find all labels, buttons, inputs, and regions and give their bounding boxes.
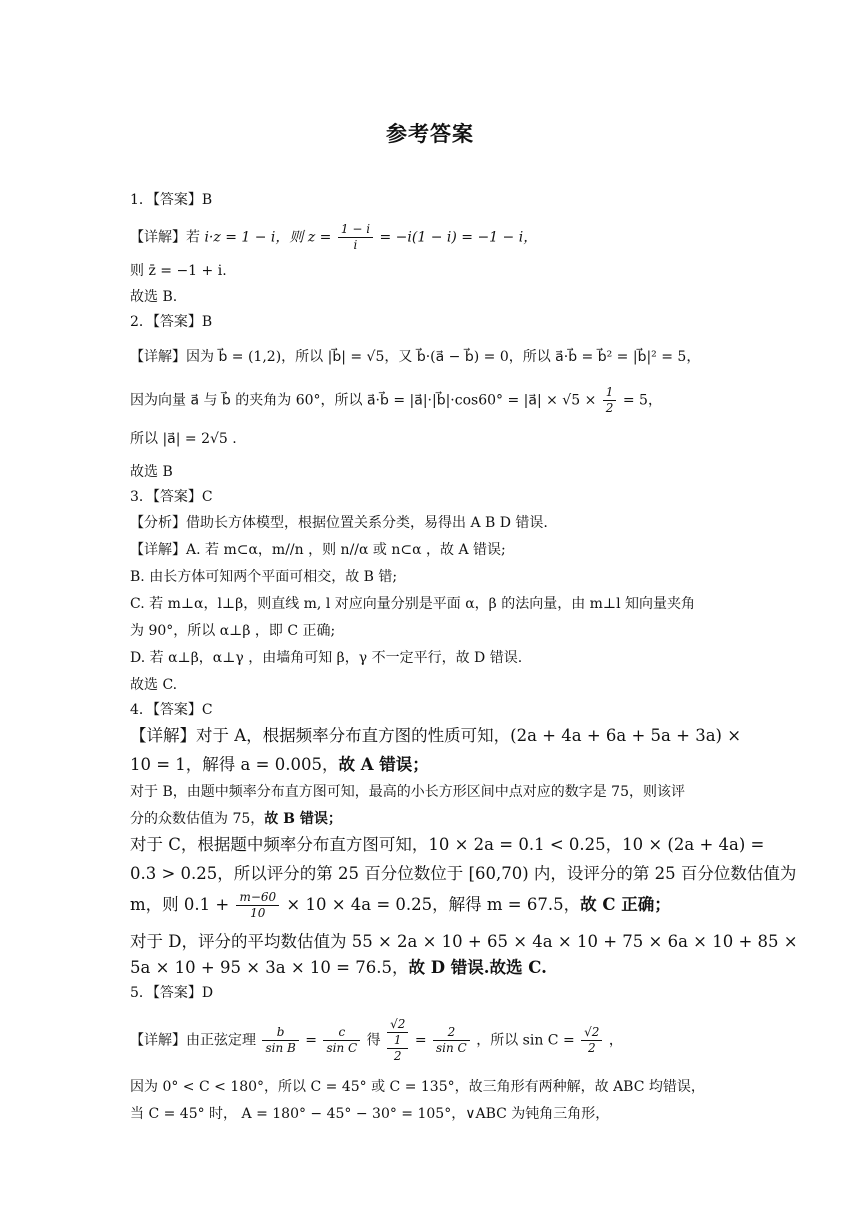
q5-eq1: = (305, 1032, 317, 1049)
q4-line6: 0.3 > 0.25，所以评分的第 25 百分位数位于 [60,70) 内，设评分的第 25 百分位数估值为 (130, 864, 797, 883)
q2-line2 (130, 385, 740, 416)
q4-line7-b: × 10 × 4a = 0.25，解得 m = 67.5， (286, 895, 581, 914)
q4-line1: 【详解】对于 A，根据频率分布直方图的性质可知，(2a + 4a + 6a + 5a + 3a) × (130, 726, 742, 745)
q1-detail-prefix: 【详解】若 (130, 229, 200, 246)
q4-line8: 对于 D，评分的平均数估值为 55 × 2a × 10 + 65 × 4a × 10 + 75 × 6a × 10 + 85 × (130, 932, 798, 951)
q1-detail-math: i·z = 1 − i，则 z = (204, 229, 332, 246)
q3-detail-a: 【详解】A. 若 m⊂α，m//n ，则 n//α 或 n⊂α ，故 A 错误; (130, 542, 506, 558)
q5-line1-c: ， (608, 1032, 623, 1049)
q2-line2-b: = 5， (622, 392, 662, 409)
q5-f3-num: √2 (387, 1017, 408, 1033)
q5-get: 得 (366, 1032, 381, 1049)
q1-choose: 故选 B. (130, 289, 178, 305)
q4-line7-c: 故 C 正确； (580, 895, 671, 914)
q5-frac-compound (387, 1017, 408, 1064)
q5-line1 (130, 1017, 740, 1064)
q3-detail-c1: C. 若 m⊥α，l⊥β，则直线 m, l 对应向量分别是平面 α，β 的法向量，由 m⊥l 知向量夹角 (130, 596, 696, 612)
q5-frac-b-sinb (262, 1025, 298, 1056)
q3-detail-b: B. 由长方体可知两个平面可相交，故 B 错; (130, 569, 398, 585)
q3-choose: 故选 C. (130, 677, 178, 693)
q4-line4-a: 分的众数估值为 75， (130, 811, 265, 827)
q5-f5-num: √2 (581, 1025, 602, 1041)
q3-analysis: 【分析】借助长方体模型，根据位置关系分类，易得出 A B D 错误. (130, 515, 548, 531)
q2-frac-num: 1 (603, 385, 617, 401)
q5-frac-2-sinc (433, 1025, 470, 1056)
q3-answer: 3．【答案】C (130, 489, 213, 505)
page-title: 参考答案 (386, 121, 474, 146)
q4-line2-a: 10 = 1，解得 a = 0.005， (130, 755, 339, 774)
q5-eq2: = (414, 1032, 427, 1049)
q4-line3: 对于 B，由题中频率分布直方图可知，最高的小长方形区间中点对应的数字是 75，则该评 (130, 784, 686, 800)
q5-f2-den: sin C (326, 1041, 358, 1055)
q4-answer: 4．【答案】C (130, 702, 213, 718)
q4-line9 (130, 955, 740, 981)
q4-line5: 对于 C，根据题中频率分布直方图可知，10 × 2a = 0.1 < 0.25，10 × (2a + 4a) = (130, 835, 765, 854)
q2-frac-den: 2 (605, 401, 614, 415)
q5-line3: 当 C = 45° 时， A = 180° − 45° − 30° = 105°，∨ABC 为钝角三角形， (130, 1106, 610, 1122)
q2-choose: 故选 B (130, 464, 173, 480)
q1-detail (130, 222, 740, 253)
q1-frac-den: i (353, 238, 358, 252)
q5-f4-num: 2 (433, 1025, 470, 1041)
q5-answer: 5．【答案】D (130, 985, 214, 1001)
q5-f1-num: b (262, 1025, 298, 1041)
q4-line7 (130, 890, 740, 921)
q2-line2-a: 因为向量 a⃗ 与 b⃗ 的夹角为 60°，所以 a⃗·b⃗ = |a⃗|·|b⃗|·cos60° = |a⃗| × √5 × (130, 392, 597, 409)
q2-answer: 2．【答案】B (130, 314, 213, 330)
q5-f3-mid: 1 (387, 1033, 408, 1049)
q4-line9-a: 5a × 10 + 95 × 3a × 10 = 76.5， (130, 958, 409, 977)
q5-line2: 因为 0° < C < 180°，所以 C = 45° 或 C = 135°，故三角形有两种解，故 ABC 均错误， (130, 1079, 705, 1095)
q5-f4-den: sin C (436, 1041, 467, 1055)
q4-line2 (130, 752, 740, 778)
q5-f1-den: sin B (265, 1041, 296, 1055)
q5-f5-den: 2 (587, 1041, 596, 1055)
q2-line1: 【详解】因为 b⃗ = (1,2)，所以 |b⃗| = √5，又 b⃗·(a⃗ − b⃗) = 0，所以 a⃗·b⃗ = b⃗² = |b⃗|² = 5， (130, 349, 701, 365)
q4-line4-b: 故 B 错误； (264, 811, 342, 827)
q4-frac-den: 10 (250, 906, 266, 920)
q4-line9-b: 故 D 错误.故选 C. (408, 958, 547, 977)
q4-line2-b: 故 A 错误； (338, 755, 429, 774)
q5-f2-num: c (323, 1025, 360, 1041)
q5-frac-root2-2 (581, 1025, 602, 1056)
q3-detail-c2: 为 90°，所以 α⊥β ，即 C 正确; (130, 623, 336, 639)
q1-conjugate: 则 z̄ = −1 + i. (130, 263, 227, 279)
q4-frac-num: m−60 (236, 890, 279, 906)
q2-fraction (603, 385, 617, 416)
q5-f3-den: 2 (393, 1049, 402, 1063)
q4-line4 (130, 809, 740, 829)
q1-answer: 1．【答案】B (130, 192, 213, 208)
q5-line1-b: ，所以 sin C = (476, 1032, 575, 1049)
q1-fraction (338, 222, 373, 253)
q4-fraction (236, 890, 279, 921)
q3-detail-d: D. 若 α⊥β，α⊥γ ，由墙角可知 β，γ 不一定平行，故 D 错误. (130, 650, 523, 666)
q4-line7-a: m，则 0.1 + (130, 895, 230, 914)
q5-frac-c-sinc (323, 1025, 360, 1056)
q1-detail-rest: = −i(1 − i) = −1 − i， (379, 229, 538, 246)
q5-line1-a: 【详解】由正弦定理 (130, 1032, 256, 1049)
q1-frac-num: 1 − i (338, 222, 373, 238)
q2-line3: 所以 |a⃗| = 2√5 . (130, 431, 237, 447)
